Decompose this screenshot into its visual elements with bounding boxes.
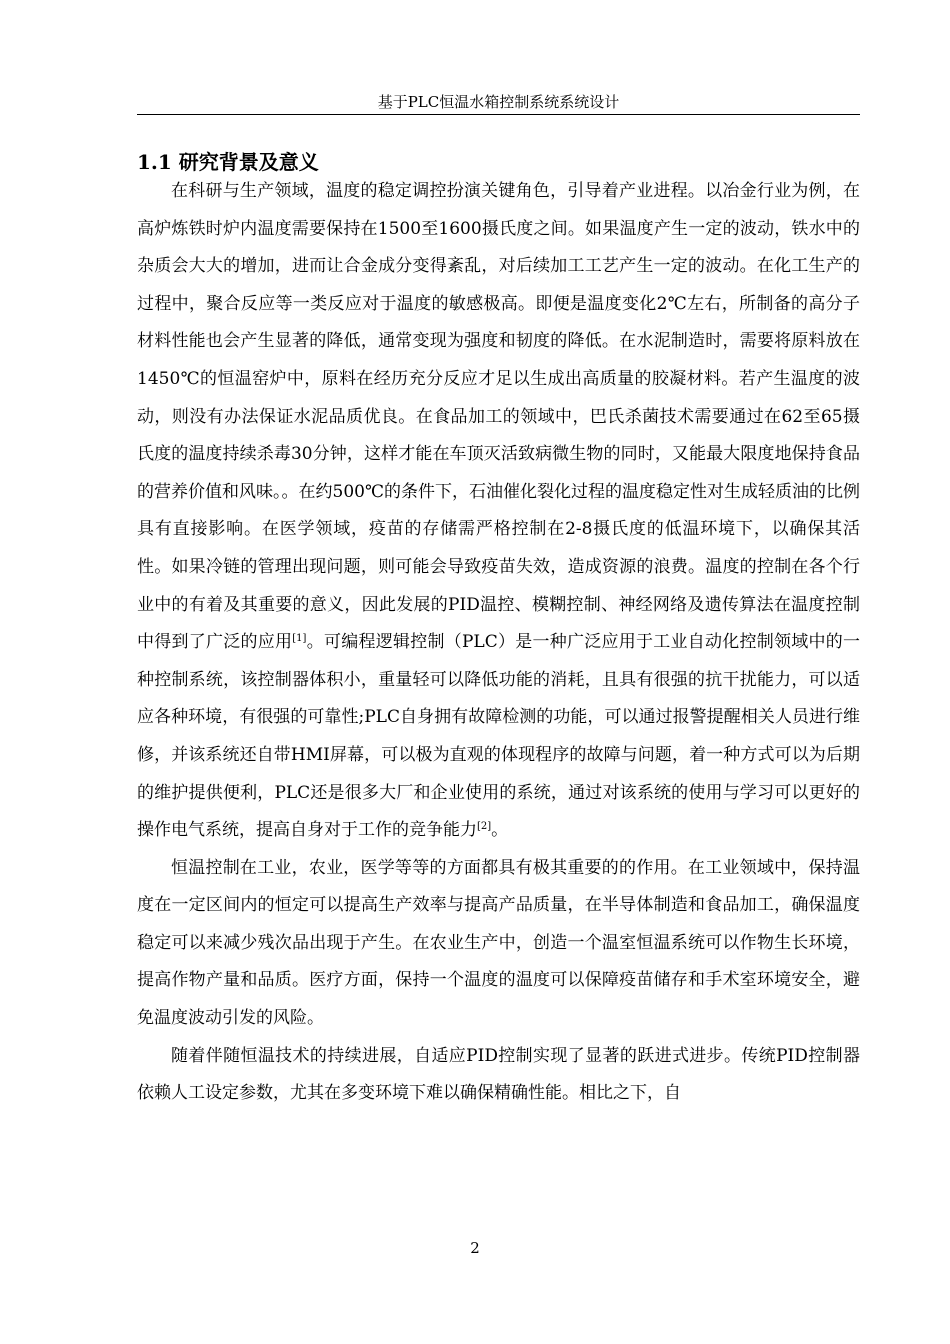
running-header: 基于PLC恒温水箱控制系统系统设计 bbox=[377, 93, 620, 111]
body-text bbox=[137, 173, 860, 1113]
paragraph-1 bbox=[137, 173, 860, 850]
header-divider bbox=[137, 114, 860, 115]
paragraph-1-part3: 。 bbox=[491, 820, 509, 841]
citation-2: [2] bbox=[477, 821, 492, 833]
paragraph-2: 恒温控制在工业，农业，医学等等的方面都具有极其重要的的作用。在工业领域中，保持温度在一定区间内的恒定可以提高生产效率与提高产品质量，在半导体制造和食品加工，确保温度稳定可以来减少残次品出现于产生。在农业生产中，创造一个温室恒温系统可以作物生长环境，提高作物产量和品质。医疗方面，保持一个温度的温度可以保障疫苗储存和手术室环境安全，避免温度波动引发的风险。 bbox=[137, 857, 860, 1029]
citation-1: [1] bbox=[292, 633, 307, 645]
paragraph-1-part1: 在科研与生产领域，温度的稳定调控扮演关键角色，引导着产业进程。以冶金行业为例，在高炉炼铁时炉内温度需要保持在1500至1600摄氏度之间。如果温度产生一定的波动，铁水中的杂质会大大的增加，进而让合金成分变得紊乱，对后续加工工艺产生一定的波动。在化工生产的过程中，聚合反应等一类反应对于温度的敏感极高。即便是温度变化2℃左右，所制备的高分子材料性能也会产生显著的降低，通常变现为强度和韧度的降低。在水泥制造时，需要将原料放在1450℃的恒温窑炉中，原料在经历充分反应才足以生成出高质量的胶凝材料。若产生温度的波动，则没有办法保证水泥品质优良。在食品加工的领域中，巴氏杀菌技术需要通过在62至65摄氏度的温度持续杀毒30分钟，这样才能在车顶灭活致病微生物的同时，又能最大限度地保持食品的营养价值和风味。。在约500℃的条件下，石油催化裂化过程的温度稳定性对生成轻质油的比例具有直接影响。在医学领域，疫苗的存储需严格控制在2-8摄氏度的低温环境下，以确保其活性。如果冷链的管理出现问题，则可能会导致疫苗失效，造成资源的浪费。温度的控制在各个行业中的有着及其重要的意义，因此发展的PID温控、模糊控制、神经网络及遗传算法在温度控制中得到了广泛的应用 bbox=[137, 181, 860, 653]
paragraph-3: 随着伴随恒温技术的持续进展，自适应PID控制实现了显著的跃进式进步。传统PID控制器依赖人工设定参数，尤其在多变环境下难以确保精确性能。相比之下，自 bbox=[137, 1045, 860, 1104]
page-number: 2 bbox=[470, 1239, 480, 1257]
section-heading: 1.1 研究背景及意义 bbox=[137, 150, 319, 174]
paragraph-1-part2: 。可编程逻辑控制（PLC）是一种广泛应用于工业自动化控制领域中的一种控制系统，该控制器体积小，重量轻可以降低功能的消耗，且具有很强的抗干扰能力，可以适应各种环境，有很强的可靠性;PLC自身拥有故障检测的功能，可以通过报警提醒相关人员进行维修，并该系统还自带HMI屏幕，可以极为直观的体现程序的故障与问题，着一种方式可以为后期的维护提供便利，PLC还是很多大厂和企业使用的系统，通过对该系统的使用与学习可以更好的操作电气系统，提高自身对于工作的竞争能力 bbox=[137, 632, 861, 841]
